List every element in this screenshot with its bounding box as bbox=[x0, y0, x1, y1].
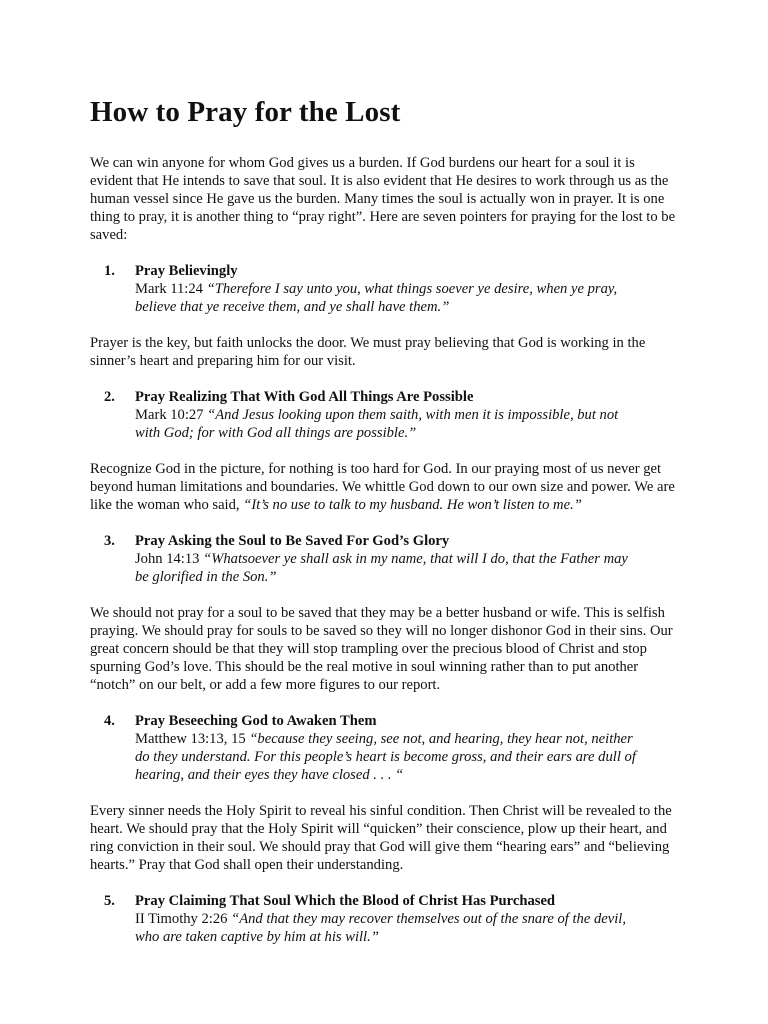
list-item-1 bbox=[90, 262, 680, 316]
list-item-heading: Pray Claiming That Soul Which the Blood of Christ Has Purchased bbox=[135, 893, 556, 909]
scripture-reference: Mark 11:24 bbox=[135, 281, 207, 297]
list-number: 2. bbox=[104, 389, 115, 405]
scripture-quote: “Whatsoever ye shall ask in my name, that will I do, that the Father may be glorified in the Son.” bbox=[135, 551, 628, 585]
scripture-quote: “because they seeing, see not, and hearing, they hear not, neither do they understand. For this people’s heart is become gross, and their ears are dull of hearing, and their eyes they have closed . . . “ bbox=[135, 731, 636, 783]
list-number: 1. bbox=[104, 263, 115, 279]
intro-paragraph: We can win anyone for whom God gives us a burden. If God burdens our heart for a soul it is evident that He intends to save that soul. It is also evident that He desires to work through us as the human vessel since He gave us the burden. Many times the soul is actually won in prayer. It is one thing to pray, it is another thing to “pray right”. Here are seven pointers for praying for the lost to be saved: bbox=[90, 155, 676, 243]
paragraph-text: Recognize God in the picture, for nothing is too hard for God. In our praying most of us never get beyond human limitations and boundaries. We whittle God down to our own size and power. We are like the woman who said, bbox=[90, 461, 675, 513]
list-item-heading: Pray Believingly bbox=[135, 263, 238, 279]
scripture-quote: “And that they may recover themselves out of the snare of the devil, who are taken captive by him at his will.” bbox=[135, 911, 626, 945]
list-item-heading: Pray Beseeching God to Awaken Them bbox=[135, 713, 377, 729]
scripture-reference: II Timothy 2:26 bbox=[135, 911, 232, 927]
explanation-paragraph-3: We should not pray for a soul to be saved that they may be a better husband or wife. This is selfish praying. We should pray for souls to be saved so they will no longer dishonor God in their sins. Our great concern should be that they will stop trampling over the precious blood of Christ and stop spurning God’s love. This should be the real motive in soul winning rather than to put another “notch” on our belt, or add a few more figures to our report. bbox=[90, 605, 673, 693]
page-title: How to Pray for the Lost bbox=[90, 96, 401, 128]
scripture-reference: Matthew 13:13, 15 bbox=[135, 731, 250, 747]
document-page bbox=[90, 94, 680, 964]
list-number: 4. bbox=[104, 713, 115, 729]
list-item-3 bbox=[90, 532, 680, 586]
list-item-body bbox=[135, 262, 680, 316]
scripture-quote: “Therefore I say unto you, what things soever ye desire, when ye pray, believe that ye receive them, and ye shall have them.” bbox=[135, 281, 618, 315]
list-item-heading: Pray Realizing That With God All Things Are Possible bbox=[135, 389, 474, 405]
paragraph-quote: “It’s no use to talk to my husband. He won’t listen to me.” bbox=[243, 497, 582, 513]
scripture-reference: John 14:13 bbox=[135, 551, 204, 567]
scripture-reference: Mark 10:27 bbox=[135, 407, 208, 423]
scripture-quote: “And Jesus looking upon them saith, with men it is impossible, but not with God; for with God all things are possible.” bbox=[135, 407, 619, 441]
list-item-2 bbox=[90, 388, 680, 442]
list-item-body bbox=[135, 388, 680, 442]
list-item-heading: Pray Asking the Soul to Be Saved For God’s Glory bbox=[135, 533, 450, 549]
explanation-paragraph-2 bbox=[90, 460, 680, 514]
list-number: 3. bbox=[104, 533, 115, 549]
list-item-4 bbox=[90, 712, 680, 784]
list-item-5 bbox=[90, 892, 680, 946]
list-number: 5. bbox=[104, 893, 115, 909]
explanation-paragraph-1: Prayer is the key, but faith unlocks the door. We must pray believing that God is working in the sinner’s heart and preparing him for our visit. bbox=[90, 335, 646, 369]
list-item-body bbox=[135, 532, 680, 586]
explanation-paragraph-4: Every sinner needs the Holy Spirit to reveal his sinful condition. Then Christ will be revealed to the heart. We should pray that the Holy Spirit will “quicken” their conscience, plow up their heart, and ring conviction in their soul. We should pray that God will give them “hearing ears” and “believing hearts.” Pray that God shall open their understanding. bbox=[90, 803, 672, 873]
list-item-body bbox=[135, 892, 680, 946]
list-item-body bbox=[135, 712, 680, 784]
